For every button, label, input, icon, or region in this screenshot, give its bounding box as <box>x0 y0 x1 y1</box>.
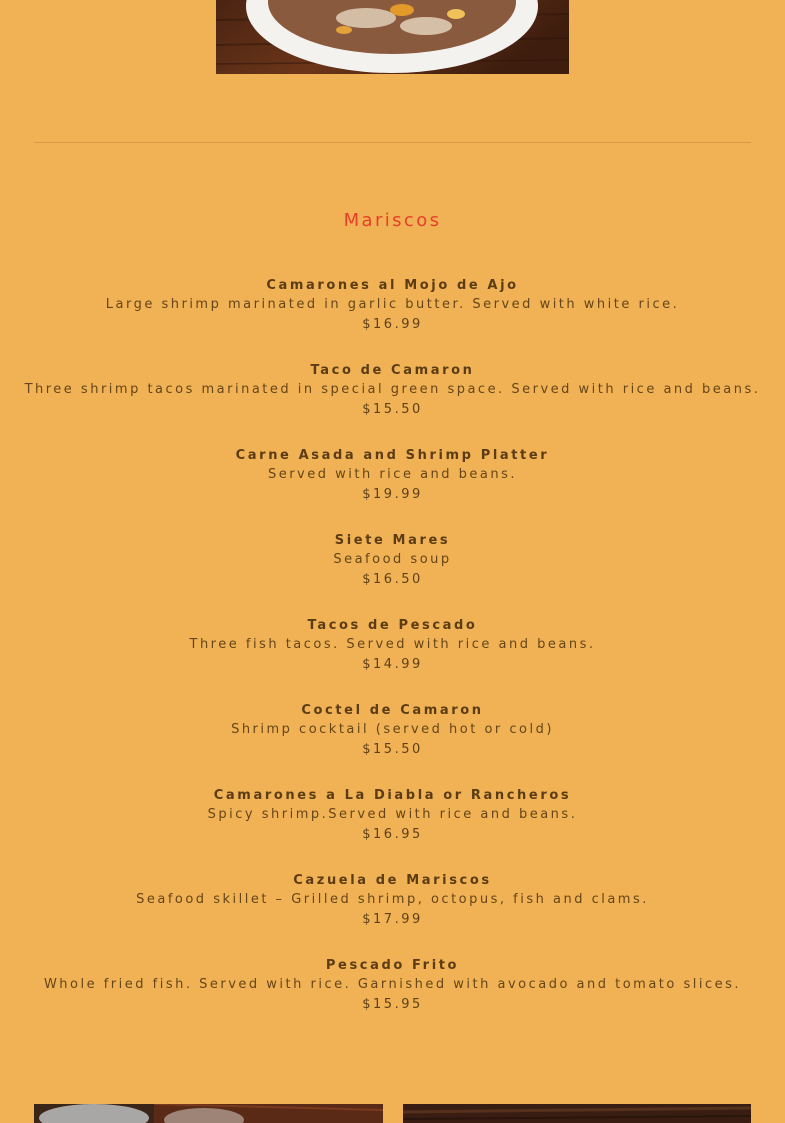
menu-item <box>0 616 785 701</box>
menu-item-name: Camarones a La Diabla or Rancheros <box>213 788 572 803</box>
menu-item-description: Three fish tacos. Served with rice and beans. <box>189 637 596 652</box>
food-photo-refried-beans-plate <box>216 0 569 74</box>
menu-item <box>0 871 785 956</box>
menu-item <box>0 786 785 871</box>
menu-item <box>0 446 785 531</box>
menu-item-price: $14.99 <box>362 657 423 672</box>
menu-item-price: $17.99 <box>362 912 423 927</box>
section-title: Mariscos <box>343 210 442 231</box>
menu-item-description: Seafood skillet – Grilled shrimp, octopus, fish and clams. <box>136 892 649 907</box>
food-photo-right <box>403 1104 751 1123</box>
menu-item-price: $19.99 <box>362 487 423 502</box>
menu-item-description: Three shrimp tacos marinated in special green space. Served with rice and beans. <box>24 382 761 397</box>
menu-item <box>0 956 785 1041</box>
menu-item-description: Shrimp cocktail (served hot or cold) <box>231 722 554 737</box>
food-photo-right-illustration <box>403 1104 751 1123</box>
menu-item <box>0 276 785 361</box>
section-divider <box>34 142 751 143</box>
menu-item-name: Pescado Frito <box>325 958 460 973</box>
menu-item-name: Siete Mares <box>334 533 451 548</box>
food-photo-left-illustration <box>34 1104 383 1123</box>
menu-item-name: Camarones al Mojo de Ajo <box>266 278 519 293</box>
menu-item-price: $16.50 <box>362 572 423 587</box>
menu-item-price: $16.95 <box>362 827 423 842</box>
menu-item-name: Carne Asada and Shrimp Platter <box>235 448 550 463</box>
menu-item-price: $16.99 <box>362 317 423 332</box>
menu-item <box>0 701 785 786</box>
food-photo-illustration <box>216 0 569 74</box>
menu-item-name: Taco de Camaron <box>310 363 475 378</box>
menu-item-price: $15.50 <box>362 742 423 757</box>
food-photo-left <box>34 1104 383 1123</box>
menu-item <box>0 531 785 616</box>
menu-item-name: Tacos de Pescado <box>307 618 478 633</box>
menu-item <box>0 361 785 446</box>
menu-list <box>0 276 785 1041</box>
menu-item-description: Large shrimp marinated in garlic butter. Served with white rice. <box>105 297 680 312</box>
menu-item-price: $15.95 <box>362 997 423 1012</box>
menu-item-description: Seafood soup <box>333 552 452 567</box>
menu-item-description: Spicy shrimp.Served with rice and beans. <box>207 807 578 822</box>
menu-item-name: Coctel de Camaron <box>301 703 484 718</box>
menu-item-description: Served with rice and beans. <box>267 467 518 482</box>
menu-item-price: $15.50 <box>362 402 423 417</box>
menu-item-description: Whole fried fish. Served with rice. Garnished with avocado and tomato slices. <box>43 977 742 992</box>
menu-item-name: Cazuela de Mariscos <box>293 873 492 888</box>
